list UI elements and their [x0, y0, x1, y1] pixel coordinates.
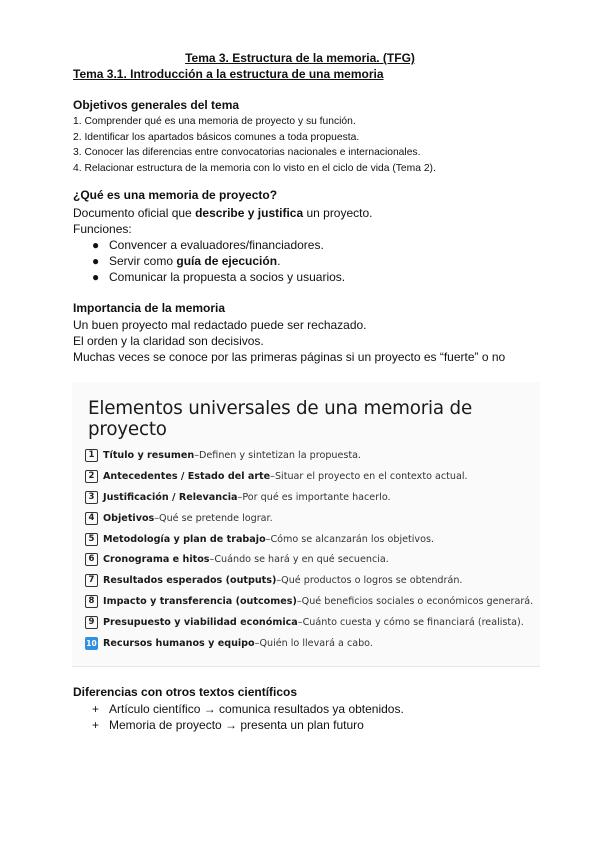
element-description: Cuánto cuesta y cómo se financiará (realista). [302, 617, 524, 629]
objectives-heading: Objetivos generales del tema [73, 98, 240, 112]
number-badge-icon: 2 [85, 470, 98, 483]
element-label: Impacto y transferencia (outcomes) [103, 596, 297, 608]
function-item [92, 237, 345, 253]
difference-text: Memoria de proyecto → presenta un plan futuro [109, 718, 364, 732]
element-description: Definen y sintetizan la propuesta. [198, 449, 362, 461]
element-description: Situar el proyecto en el contexto actual. [274, 470, 468, 482]
function-bold: guía de ejecución [176, 254, 278, 268]
element-separator: – [270, 470, 275, 482]
functions-label: Funciones: [73, 222, 132, 236]
element-label: Metodología y plan de trabajo [103, 533, 266, 545]
function-text: Comunicar la propuesta a socios y usuarios. [109, 270, 346, 284]
element-item [85, 591, 533, 612]
bullet-dot-icon: ● [92, 254, 100, 268]
number-badge-icon: 5 [85, 533, 98, 546]
number-badge-icon: 1 [85, 449, 98, 462]
function-item [92, 253, 345, 269]
differences-list [92, 701, 404, 733]
objective-item: 4. Relacionar estructura de la memoria con lo visto en el ciclo de vida (Tema 2). [73, 162, 436, 174]
element-separator: – [237, 491, 243, 503]
element-item [85, 466, 533, 487]
importance-line: Muchas veces se conoce por las primeras páginas si un proyecto es “fuerte” o no [73, 350, 506, 364]
number-badge-icon: 8 [85, 595, 98, 608]
element-description: Quién lo llevará a cabo. [259, 637, 373, 649]
number-badge-icon: 6 [85, 553, 98, 566]
element-separator: – [296, 596, 302, 608]
element-separator: – [276, 575, 282, 587]
element-separator: – [209, 554, 215, 566]
element-label: Justificación / Relevancia [103, 491, 238, 503]
definition-text-end: un proyecto. [303, 206, 373, 220]
function-item [92, 269, 345, 285]
differences-heading: Diferencias con otros textos científicos [73, 685, 298, 699]
objectives-list [73, 114, 436, 176]
number-badge-icon: 4 [85, 512, 98, 525]
element-separator: – [194, 449, 199, 461]
element-label: Presupuesto y viabilidad económica [103, 617, 298, 629]
element-description: Cómo se alcanzarán los objetivos. [270, 533, 435, 545]
element-description: Por qué es importante hacerlo. [242, 491, 391, 503]
functions-list [92, 237, 345, 285]
element-label: Cronograma e hitos [103, 554, 210, 566]
element-label: Antecedentes / Estado del arte [103, 470, 271, 482]
what-is-heading: ¿Qué es una memoria de proyecto? [73, 188, 278, 202]
element-item [85, 612, 533, 633]
elements-list [85, 445, 533, 654]
document-subtitle: Tema 3.1. Introducción a la estructura de una memoria [73, 67, 384, 81]
objective-item: 3. Conocer las diferencias entre convocatorias nacionales e internacionales. [73, 147, 421, 159]
element-description: Cuándo se hará y en qué secuencia. [214, 554, 389, 566]
number-badge-icon: 9 [85, 616, 98, 629]
element-label: Objetivos [103, 512, 155, 524]
element-separator: – [254, 637, 260, 649]
function-text: Convencer a evaluadores/financiadores. [109, 238, 324, 252]
importance-heading: Importancia de la memoria [73, 301, 226, 315]
importance-line: Un buen proyecto mal redactado puede ser rechazado. [73, 318, 367, 332]
element-item [85, 633, 533, 654]
difference-text: Artículo científico → comunica resultados ya obtenidos. [109, 702, 404, 716]
element-label: Resultados esperados (outputs) [103, 575, 277, 587]
element-separator: – [265, 533, 271, 545]
element-item [85, 508, 533, 529]
element-label: Recursos humanos y equipo [103, 637, 255, 649]
definition-line [73, 205, 373, 221]
element-label: Título y resumen [103, 449, 195, 461]
bullet-dot-icon: ● [92, 238, 100, 252]
definition-text: Documento oficial que [73, 206, 196, 220]
element-item [85, 487, 533, 508]
element-item [85, 570, 533, 591]
element-item [85, 445, 533, 466]
element-description: Qué se pretende lograr. [159, 512, 273, 524]
panel-title: Elementos universales de una memoria de proyecto [88, 398, 472, 440]
number-badge-icon: 10 [86, 638, 97, 648]
importance-line: El orden y la claridad son decisivos. [73, 334, 264, 348]
elements-panel-image [72, 382, 540, 667]
function-text: Servir como [109, 254, 177, 268]
plus-bullet-icon: + [92, 702, 100, 716]
element-item [85, 529, 533, 550]
number-badge-icon: 7 [85, 574, 98, 587]
function-text-end: . [277, 254, 281, 268]
bullet-dot-icon: ● [92, 270, 100, 284]
definition-bold: describe y justifica [195, 206, 304, 220]
objective-item: 1. Comprender qué es una memoria de proyecto y su función. [73, 116, 356, 127]
what-is-body [73, 205, 373, 237]
element-description: Qué beneficios sociales o económicos generará. [301, 596, 534, 608]
objective-item: 2. Identificar los apartados básicos comunes a toda propuesta. [73, 131, 360, 143]
element-separator: – [154, 512, 160, 524]
element-item [85, 549, 533, 570]
difference-item [92, 701, 404, 717]
difference-item [92, 717, 404, 733]
element-description: Qué productos o logros se obtendrán. [281, 575, 463, 587]
plus-bullet-icon: + [92, 718, 100, 732]
importance-body [73, 317, 505, 365]
element-separator: – [297, 617, 303, 629]
number-badge-icon: 3 [85, 491, 98, 504]
document-title: Tema 3. Estructura de la memoria. (TFG) [185, 51, 415, 65]
